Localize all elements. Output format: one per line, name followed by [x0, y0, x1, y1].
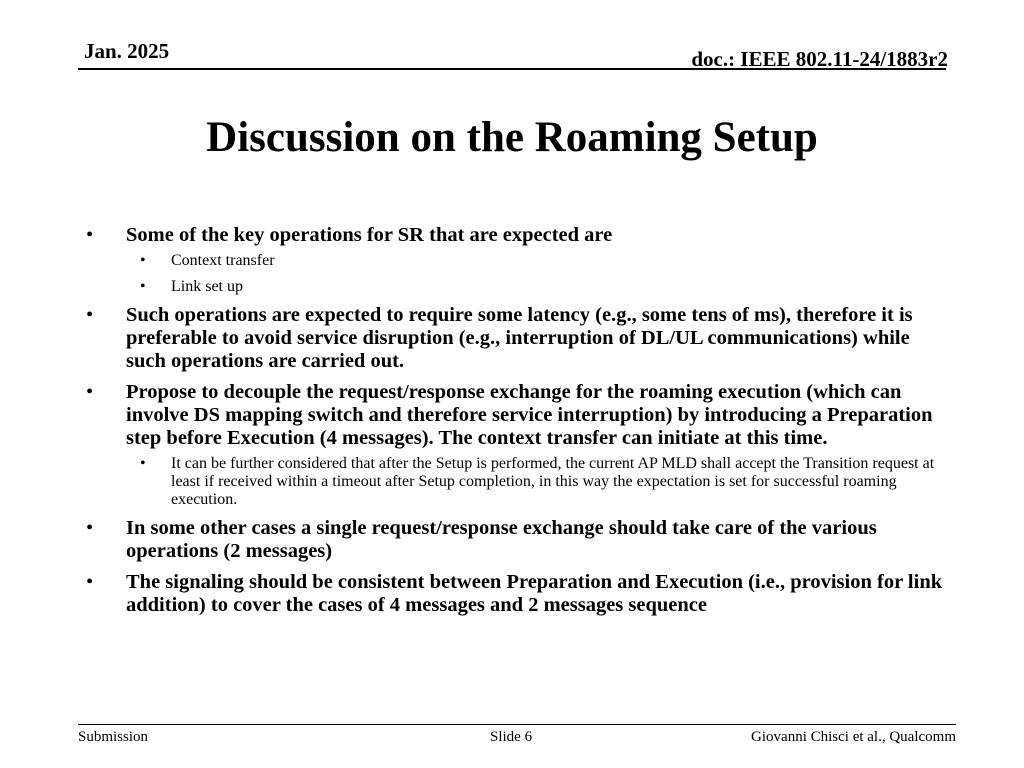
header-date: Jan. 2025	[84, 39, 170, 63]
sub-bullet-link-setup	[126, 278, 946, 296]
bullet-decouple-proposal	[86, 381, 946, 509]
footer-author: Giovanni Chisci et al., Qualcomm	[751, 729, 956, 745]
sub-bullet-list	[126, 252, 946, 296]
sub-bullet-text: It can be further considered that after the Setup is performed, the current AP MLD shall accept the Transition request at least if received within a timeout after Setup completion, in this way the expectation is set for successful roaming execution.	[171, 455, 935, 508]
bullet-marker: •	[86, 381, 94, 403]
bullet-text: Some of the key operations for SR that are expected are	[126, 224, 613, 246]
bullet-text: In some other cases a single request/response exchange should take care of the various operations (2 messages)	[126, 517, 877, 562]
bullet-single-exchange	[86, 517, 946, 563]
sub-bullet-marker: •	[140, 252, 146, 269]
bullet-marker: •	[86, 224, 94, 246]
footer-rule	[78, 724, 956, 725]
bullet-marker: •	[86, 304, 94, 326]
sub-bullet-context-transfer	[126, 252, 946, 270]
bullet-marker: •	[86, 571, 94, 593]
footer-submission: Submission	[78, 729, 149, 745]
slide-body	[86, 224, 946, 625]
sub-bullet-text: Context transfer	[171, 252, 275, 269]
bullet-text: The signaling should be consistent between Preparation and Execution (i.e., provision for link addition) to cover the cases of 4 messages and 2 messages sequence	[126, 571, 943, 616]
sub-bullet-text: Link set up	[171, 278, 243, 295]
bullet-signaling-consistency	[86, 571, 946, 617]
bullet-latency	[86, 304, 946, 373]
bullet-text: Such operations are expected to require some latency (e.g., some tens of ms), therefore it is preferable to avoid service disruption (e.g., interruption of DL/UL communications) while such operations are carried out.	[126, 304, 913, 372]
sub-bullet-marker: •	[140, 455, 146, 472]
bullet-marker: •	[86, 517, 94, 539]
sub-bullet-transition-request	[126, 455, 946, 509]
sub-bullet-list	[126, 455, 946, 509]
header-rule	[78, 68, 946, 70]
footer-slide-number: Slide 6	[490, 729, 533, 745]
bullet-text: Propose to decouple the request/response exchange for the roaming execution (which can involve DS mapping switch and therefore service interruption) by introducing a Preparation step before Execution (4 messages). The context transfer can initiate at this time.	[126, 381, 933, 449]
sub-bullet-marker: •	[140, 278, 146, 295]
slide-title: Discussion on the Roaming Setup	[206, 114, 818, 161]
bullet-key-operations	[86, 224, 946, 296]
header-doc-id: doc.: IEEE 802.11-24/1883r2	[691, 47, 948, 71]
